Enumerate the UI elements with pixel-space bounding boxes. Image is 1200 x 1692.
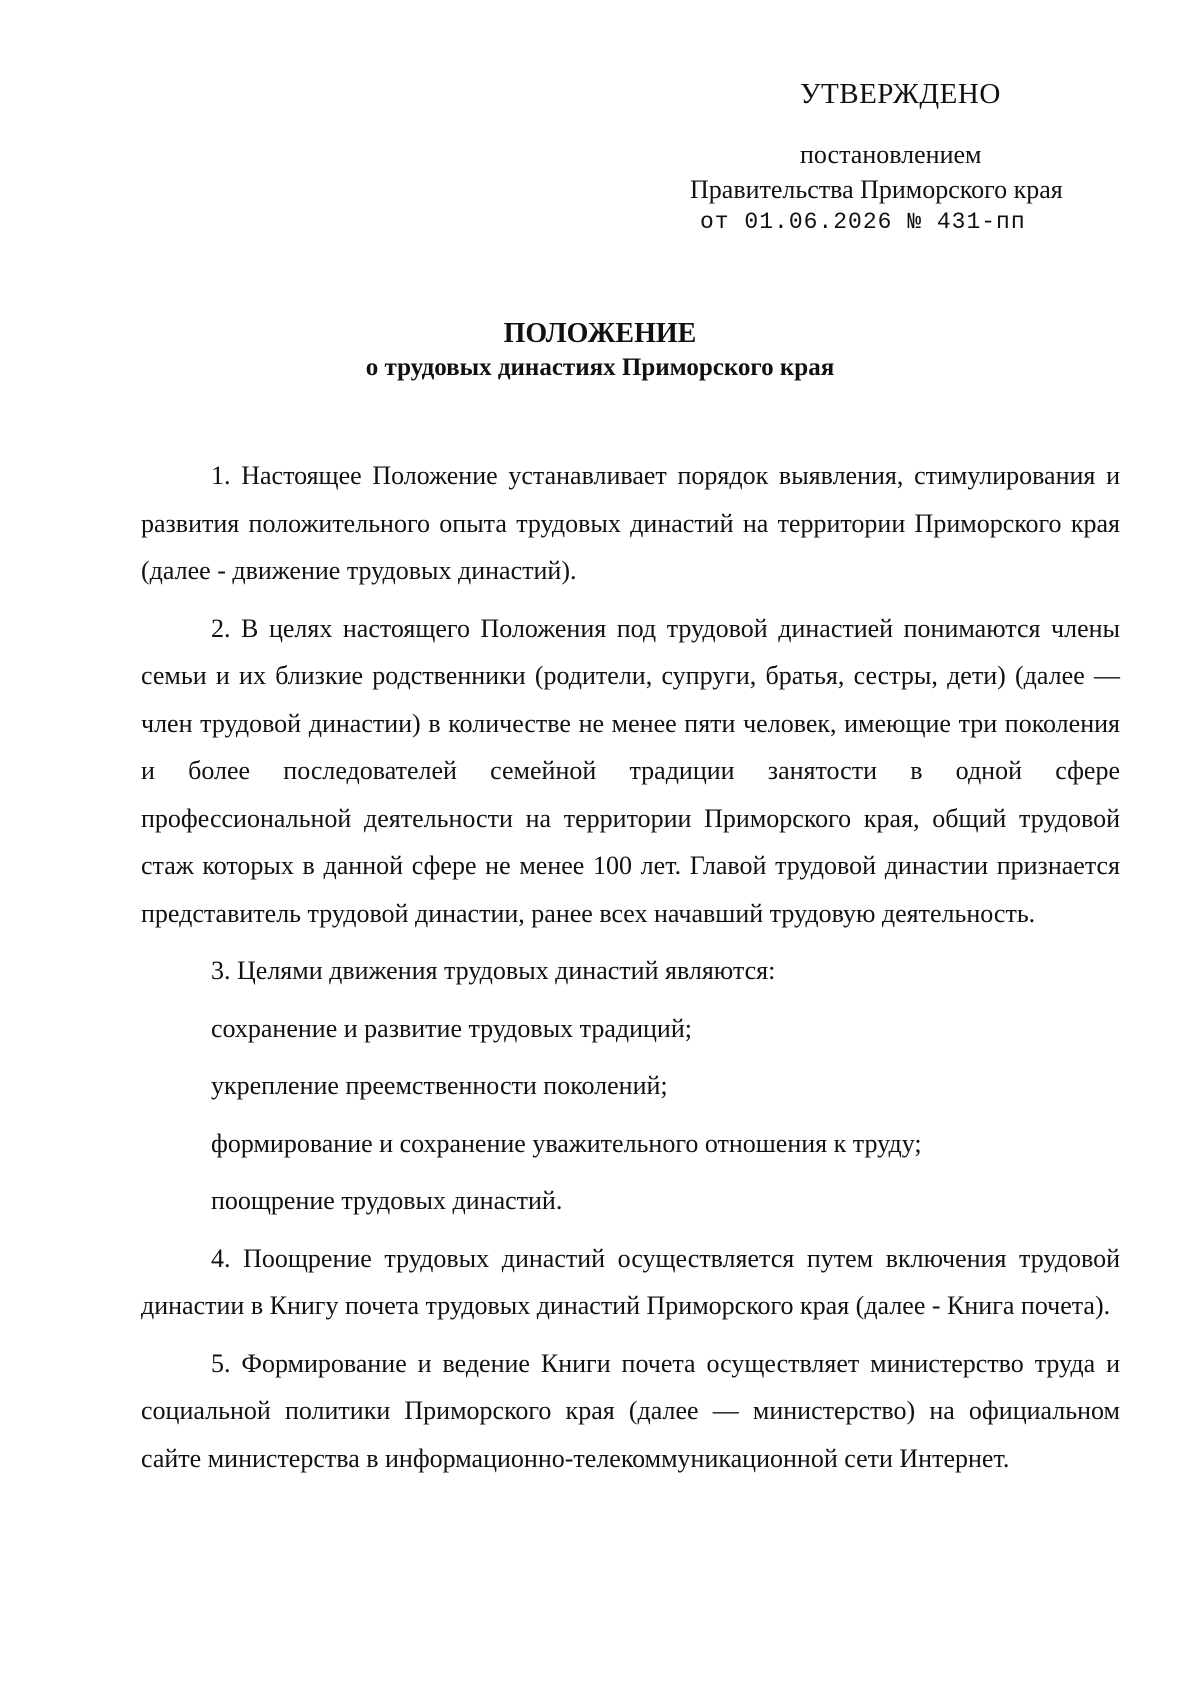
approval-line-government: Правительства Приморского края bbox=[690, 175, 1063, 204]
paragraph-3: 3. Целями движения трудовых династий являются: bbox=[211, 956, 776, 985]
approval-heading: УТВЕРЖДЕНО bbox=[800, 78, 1001, 110]
list-item-goal-4: поощрение трудовых династий. bbox=[211, 1186, 563, 1215]
paragraph-2: 2. В целях настоящего Положения под трудовой династией понимаются члены семьи и их близкие родственники (родители, супруги, братья, сестры, дети) (далее — член трудовой династии) в количестве не менее пяти человек, имеющие три поколения и более последователей семейной традиции занятости в одной сфере профессиональной деятельности на территории Приморского края, общий трудовой стаж которых в данной сфере не менее 100 лет. Главой трудовой династии признается представитель трудовой династии, ранее всех начавший трудовую деятельность. bbox=[141, 613, 1120, 928]
paragraph-1: 1. Настоящее Положение устанавливает порядок выявления, стимулирования и развития положительного опыта трудовых династий на территории Приморского края (далее - движение трудовых династий). bbox=[141, 461, 1120, 585]
document-title: ПОЛОЖЕНИЕ bbox=[503, 318, 697, 349]
document-body bbox=[141, 452, 1120, 1482]
list-item-goal-3: формирование и сохранение уважительного отношения к труду; bbox=[211, 1128, 922, 1158]
document-subtitle: о трудовых династиях Приморского края bbox=[365, 354, 835, 381]
list-item-goal-2: укрепление преемственности поколений; bbox=[211, 1071, 668, 1100]
list-item-goal-1: сохранение и развитие трудовых традиций; bbox=[211, 1013, 692, 1043]
paragraph-4: 4. Поощрение трудовых династий осуществляется путем включения трудовой династии в Книгу почета трудовых династий Приморского края (далее - Книга почета). bbox=[141, 1243, 1120, 1320]
approval-line-date-number: от 01.06.2026 № 431-пп bbox=[700, 209, 1026, 235]
approval-line-decree: постановлением bbox=[800, 140, 982, 169]
paragraph-5: 5. Формирование и ведение Книги почета осуществляет министерство труда и социальной политики Приморского края (далее — министерство) на официальном сайте министерства в информационно-телекоммуникационной сети Интернет. bbox=[141, 1348, 1120, 1473]
